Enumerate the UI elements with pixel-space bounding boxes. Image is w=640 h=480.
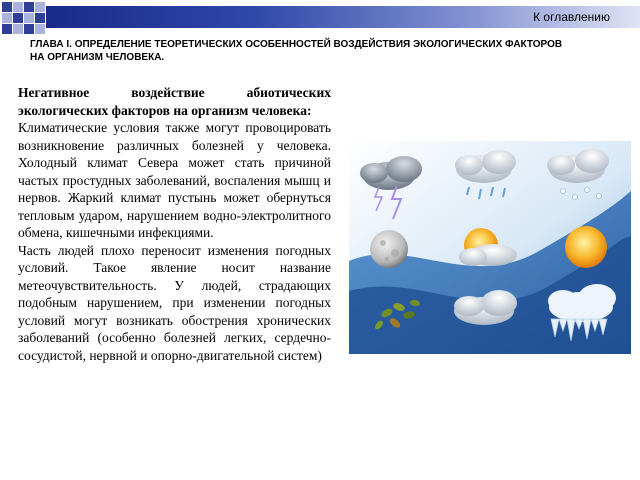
checker-decoration xyxy=(2,2,45,34)
section-subtitle: Негативное воздействие абиотических экологических факторов на организм человека: xyxy=(18,85,331,118)
paragraph-meteosensitivity: Часть людей плохо переносит изменения погодных условий. Такое явление носит название метеочувствительность. У людей, страдающих подобным нарушением, при изменении погодных условий могут возникать обострения хронических заболеваний (особенно болезней легких, сердечно-сосудистой, нервной и опорно-двигательной систем) xyxy=(18,242,331,363)
toc-link[interactable]: К оглавлению xyxy=(533,10,610,24)
moon-icon xyxy=(370,230,408,268)
sun-icon xyxy=(565,226,607,268)
body-text xyxy=(18,84,331,364)
chapter-title: ГЛАВА I. ОПРЕДЕЛЕНИЕ ТЕОРЕТИЧЕСКИХ ОСОБЕННОСТЕЙ ВОЗДЕЙСТВИЯ ЭКОЛОГИЧЕСКИХ ФАКТОРОВ НА ОРГАНИЗМ ЧЕЛОВЕКА. xyxy=(30,39,563,63)
weather-illustration xyxy=(349,141,631,354)
header-band xyxy=(0,0,640,33)
paragraph-climate: Климатические условия также могут провоцировать возникновение различных болезней у человека. Холодный климат Севера может стать причиной частых простудных заболеваний, воспаления мышц и нервов. Жаркий климат пустынь может обернуться тепловым ударом, нарушением водно-электролитного обмена, кишечными инфекциями. xyxy=(18,120,331,240)
